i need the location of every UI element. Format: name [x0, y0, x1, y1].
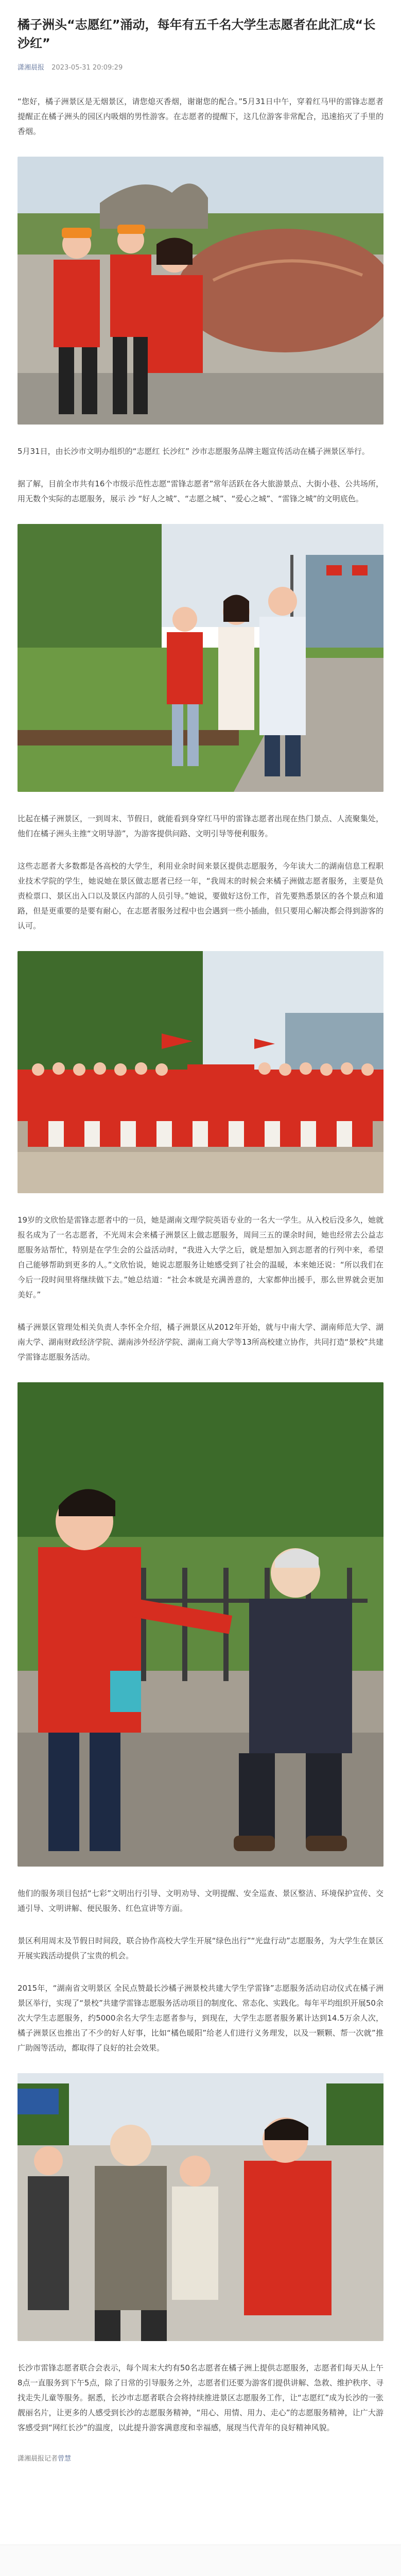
article-footer	[18, 2453, 383, 2463]
photo-group-with-flags	[18, 951, 383, 1193]
paragraph-7: 橘子洲景区管理处相关负责人李怀全介绍，橘子洲景区从2012年开始，就与中南大学、湖南师范大学、湖南大学、湖南财政经济学院、湖南涉外经济学院、湖南工商大学等13所高校建立协作，共同打造“景校”共建学雷锋志愿服务活动。	[18, 1323, 383, 1362]
paragraph-2: 5月31日，由长沙市文明办组织的“志愿红 长沙红” 沙市志愿服务品牌主题宣传活动在橘子洲景区举行。	[18, 447, 370, 456]
paragraph-4: 比起在橘子洲景区，一到周末、节假日，就能看到身穿红马甲的雷锋志愿者出现在热门景点、人流聚集处，他们在橘子洲头主推“文明导游”，为游客提供问路、文明引导等便利服务。	[18, 814, 383, 838]
paragraph-9: 景区利用周末及节假日时间段，联合协作高校大学生开展“绿色出行”“光盘行动”志愿服务，为大学生在景区开展实践活动提供了宝贵的机会。	[18, 1936, 383, 1960]
footer-prefix: 潇湘晨报记者	[18, 2455, 58, 2463]
paragraph-11: 长沙市雷锋志愿者联合会表示，每个周末大约有50名志愿者在橘子洲上提供志愿服务，志愿者们每天从上午8点一直服务到下午5点，除了日常的引导服务之外，志愿者们还要为游客们提供讲解、急救、维护秩序、寻找走失儿童等服务。据悉，长沙市志愿者联合会将持续推进景区志愿服务工作，让“志愿红”成为长沙的一张靓丽名片，让更多的人感受到长沙的志愿服务精神，“用心、用情、用力、走心”的志愿服务精神，让广大游客感受到“网红长沙”的温度，以此提升游客满意度和幸福感，展现当代青年的良好精神风貌。	[18, 2363, 384, 2432]
photo-volunteers-in-crowd	[18, 2073, 383, 2341]
photo-volunteers-with-tourists	[18, 524, 383, 792]
article-title: 橘子洲头“志愿红”涌动，每年有五千名大学生志愿者在此汇成“长沙红”	[18, 18, 376, 50]
photo-volunteer-and-elderly-man	[18, 1382, 383, 1867]
paragraph-5: 这些志愿者大多数都是各高校的大学生，利用业余时间来景区提供志愿服务，今年读大二的湖南信息工程职业技术学院的学生，她说她在景区做志愿者已经一年，“我周末的时候会来橘子洲做志愿者服务，主要是负责检票口、景区出入口以及景区内部的人员引导。”她说，要做好这份工作，首先要熟悉景区的各个景点和道路，但是更重要的是要有耐心，在志愿者服务过程中也会遇到一些小插曲，但只要用心解决都会得到游客的认可。	[18, 861, 383, 930]
article-datetime: 2023-05-31 20:09:29	[51, 64, 123, 72]
photo-volunteers-by-rock	[18, 157, 383, 425]
paragraph-3: 据了解，目前全市共有16个市级示范性志愿“雷锋志愿者”常年活跃在各大旅游景点、大街小巷、公共场所，用无数个实际的志愿服务，展示 沙 “好人之城”、“志愿之城”、“爱心之城”、“雷锋之城”的文明底色。	[18, 479, 383, 503]
paragraph-8: 他们的服务项目包括“七彩”文明出行引导、文明劝导、文明提醒、安全巡查、景区整洁、环境保护宣传、交通引导、文明讲解、便民服务、红色宣讲等方面。	[18, 1889, 383, 1913]
footer-editor: 曾慧	[58, 2455, 72, 2463]
paragraph-6: 19岁的文欣怡是雷锋志愿者中的一员，她是湖南文理学院英语专业的一名大一学生。从入校后没多久，她就报名成为了一名志愿者，不光周末会来橘子洲景区上做志愿服务，周间三五的课余时间，她也经常去公益志愿服务站帮忙，特别是在学生会的公益活动时，“我进入大学之后，就是想加入到志愿者的行列中来，希望自己能够帮助到更多的人。”文欣怡说，她说志愿服务让她感受到了社会的温暖，本来她还说：“所以我们在今后一段时间里将继续做下去。”她总结道：“社会本就是充满善意的，大家都伸出援手，那么世界就会更加美好。”	[18, 1215, 383, 1299]
bottom-bar	[0, 2545, 401, 2576]
article-meta	[18, 62, 383, 72]
article-source[interactable]: 潇湘晨报	[18, 64, 45, 72]
paragraph-10: 2015年，“湖南省文明景区 全民点赞最长沙橘子洲景校共建大学生学雷锋”志愿服务活动启动仪式在橘子洲景区举行，实现了“景校”共建学雷锋志愿服务活动项目的制度化、常态化、实践化。每年平均组织开展50余次大学生志愿服务，约5000余名大学生志愿者参与，到现在，大学生志愿者服务累计达到14.5万余人次，橘子洲景区也推出了不少的好人好事，比如“橘色暖阳”给老人们进行义务理发，以及一颗颗、帮一次就”推广助阁等活动，都取得了良好的社会效果。	[18, 1984, 383, 2053]
paragraph-1: “您好，橘子洲景区是无烟景区，请您熄灭香烟，谢谢您的配合。”5月31日中午，穿着红马甲的雷锋志愿者提醒正在橘子洲头的园区内吸烟的男性游客。在志愿者的提醒下，这几位游客非常配合，迅速掐灭了手里的香烟。	[18, 97, 383, 136]
